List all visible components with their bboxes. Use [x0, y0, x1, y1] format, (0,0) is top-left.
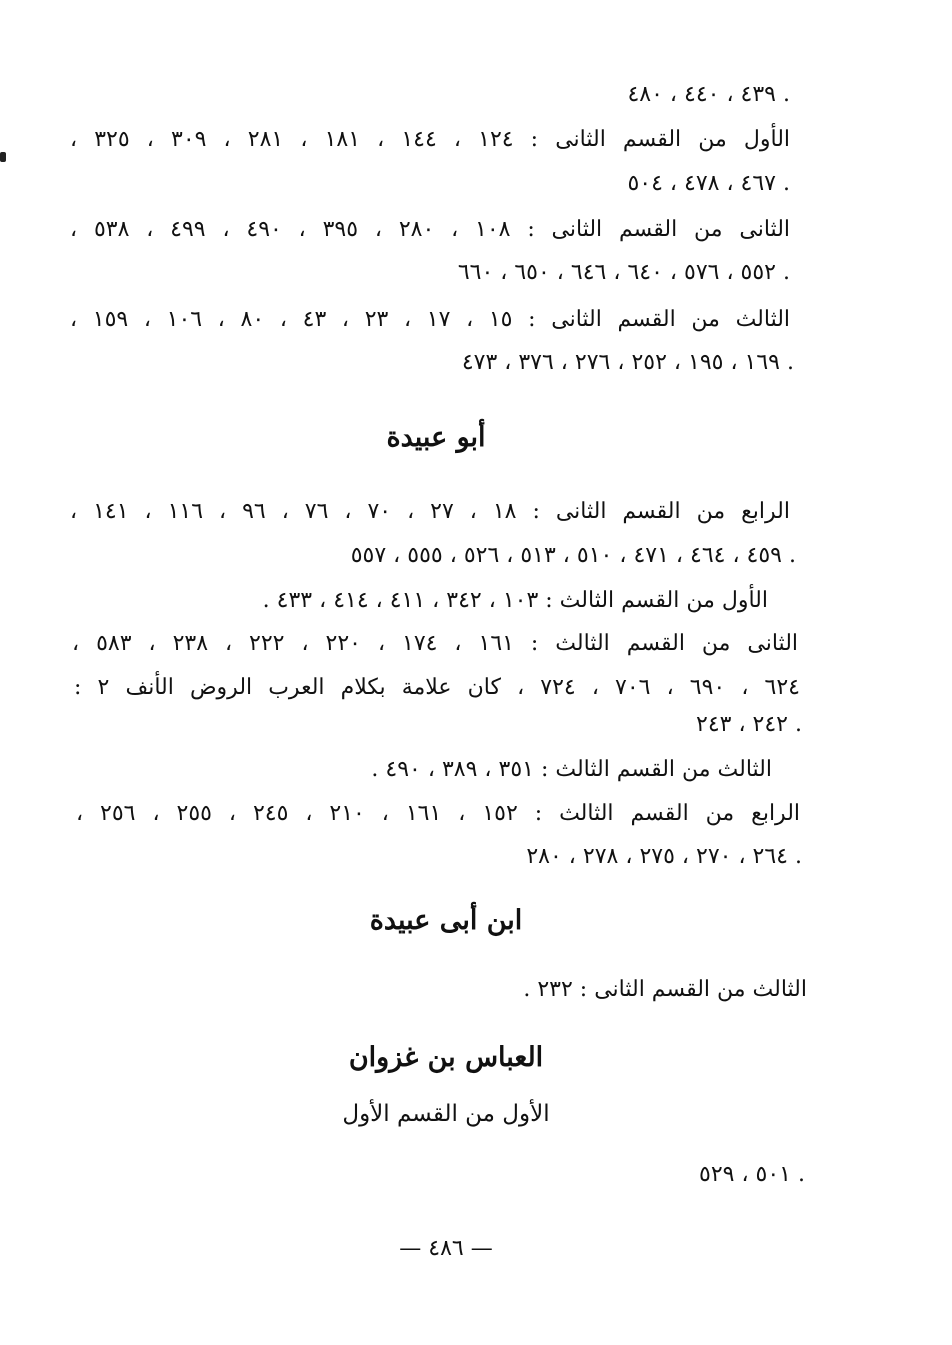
text-line: ٤٦٧ ، ٤٧٨ ، ٥٠٤ .	[627, 171, 790, 196]
text-line: ١٦٩ ، ١٩٥ ، ٢٥٢ ، ٢٧٦ ، ٣٧٦ ، ٤٧٣ .	[461, 350, 794, 375]
page-number: — ٤٨٦ —	[399, 1236, 493, 1261]
text-line: الأول من القسم الثانى : ١٢٤ ، ١٤٤ ، ١٨١ ، ٢٨١ ، ٣٠٩ ، ٣٢٥ ،	[70, 127, 791, 152]
section-subheading: الأول من القسم الأول	[342, 1101, 550, 1127]
section-heading: ابن أبى عبيدة	[369, 905, 523, 936]
text-line: الأول من القسم الثالث : ١٠٣ ، ٣٤٢ ، ٤١١ ، ٤١٤ ، ٤٣٣ .	[262, 588, 768, 613]
text-line: ٥٥٢ ، ٥٧٦ ، ٦٤٠ ، ٦٤٦ ، ٦٥٠ ، ٦٦٠ .	[457, 260, 790, 285]
section-heading: أبو عبيدة	[386, 422, 486, 453]
text-line: الرابع من القسم الثالث : ١٥٢ ، ١٦١ ، ٢١٠ ، ٢٤٥ ، ٢٥٥ ، ٢٥٦ ،	[76, 801, 801, 826]
text-line: الثانى من القسم الثالث : ١٦١ ، ١٧٤ ، ٢٢٠ ، ٢٢٢ ، ٢٣٨ ، ٥٨٣ ،	[72, 631, 799, 656]
text-line: ٤٣٩ ، ٤٤٠ ، ٤٨٠ .	[627, 82, 790, 107]
text-line: الثانى من القسم الثانى : ١٠٨ ، ٢٨٠ ، ٣٩٥ ، ٤٩٠ ، ٤٩٩ ، ٥٣٨ ،	[70, 217, 791, 242]
text-line: الرابع من القسم الثانى : ١٨ ، ٢٧ ، ٧٠ ، ٧٦ ، ٩٦ ، ١١٦ ، ١٤١ ،	[70, 499, 790, 524]
text-line: الثالث من القسم الثانى : ١٥ ، ١٧ ، ٢٣ ، ٤٣ ، ٨٠ ، ١٠٦ ، ١٥٩ ،	[70, 307, 791, 332]
text-line: ٤٥٩ ، ٤٦٤ ، ٤٧١ ، ٥١٠ ، ٥١٣ ، ٥٢٦ ، ٥٥٥ ، ٥٥٧ .	[350, 543, 796, 568]
text-line: ٥٠١ ، ٥٢٩ .	[699, 1162, 805, 1187]
text-line: الثالث من القسم الثالث : ٣٥١ ، ٣٨٩ ، ٤٩٠ .	[371, 757, 772, 782]
margin-ink-mark	[0, 152, 6, 162]
text-line: ٦٢٤ ، ٦٩٠ ، ٧٠٦ ، ٧٢٤ ، كان علامة بكلام العرب الروض الأنف ٢ :	[74, 675, 800, 700]
section-heading: العباس بن غزوان	[348, 1042, 544, 1073]
text-line: ٢٦٤ ، ٢٧٠ ، ٢٧٥ ، ٢٧٨ ، ٢٨٠ .	[526, 844, 802, 869]
text-line: الثالث من القسم الثانى : ٢٣٢ .	[523, 977, 807, 1002]
text-line: ٢٤٢ ، ٢٤٣ .	[696, 712, 802, 737]
